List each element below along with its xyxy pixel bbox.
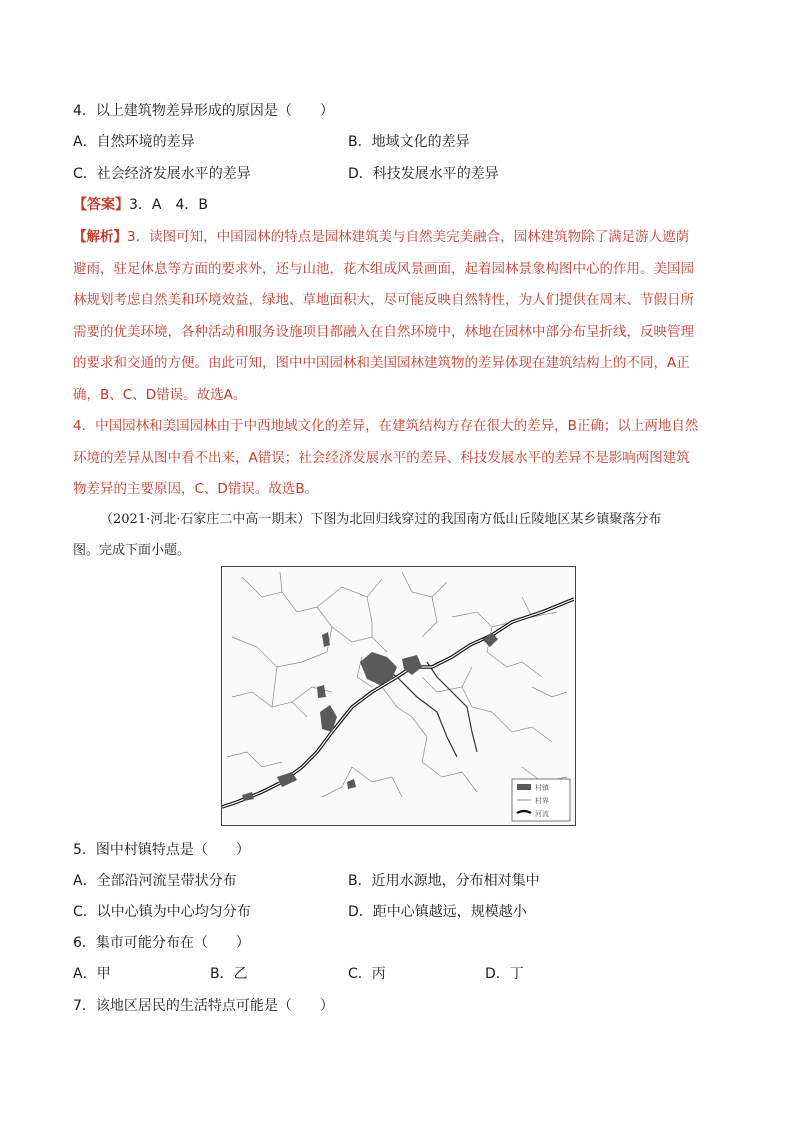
settlement-map (221, 566, 576, 826)
q6-option-a: A．甲 (73, 966, 111, 982)
analysis-line: 确，B、C、D错误。故选A。 (73, 386, 247, 403)
village-boundaries (227, 572, 567, 797)
analysis-line: 【解析】3．读图可知，中国园林的特点是园林建筑美与自然美完美融合，园林建筑物除了满足游人遮荫 (73, 229, 690, 245)
analysis-line: 的要求和交通的方便。由此可知，图中中国园林和美国园林建筑物的差异体现在建筑结构上的不同，A正 (73, 355, 690, 371)
analysis-line: 需要的优美环境，各种活动和服务设施项目都融入在自然环境中，林地在园林中部分布呈折线，反映管理 (73, 323, 694, 340)
main-river (222, 599, 574, 807)
q4-option-c: C．社会经济发展水平的差异 (73, 166, 251, 182)
analysis-q4 (73, 411, 723, 506)
analysis-line: 避雨，驻足休息等方面的要求外，还与山池，花木组成风景画面，起着园林景象构图中心的作用。美国园 (73, 260, 694, 277)
map-graphic (222, 567, 574, 824)
q6-option-b: B．乙 (210, 966, 248, 982)
analysis-line: 物差异的主要原因，C、D错误。故选B。 (73, 481, 319, 497)
analysis-line: 林规划考虑自然美和环境效益，绿地、草地面积大，尽可能反映自然特性，为人们提供在周末、节假日所 (73, 292, 694, 308)
legend-river: 河流 (535, 810, 549, 818)
q5-option-d: D．距中心镇越远，规模越小 (348, 904, 527, 920)
q6-option-c: C．丙 (348, 966, 386, 982)
intro-line: （2021·河北·石家庄二中高一期末）下图为北回归线穿过的我国南方低山丘陵地区某乡镇聚落分布 (100, 512, 662, 527)
q4-option-b: B．地域文化的差异 (348, 134, 470, 150)
intro-line: 图。完成下面小题。 (73, 543, 191, 558)
answer-label: 【答案】 (73, 197, 129, 213)
question-intro (73, 504, 720, 566)
analysis-line: 4．中国园林和美国园林由于中西地域文化的差异，在建筑结构方存在很大的差异，B正确；以上两地自然 (73, 418, 699, 434)
q5-option-c: C．以中心镇为中心均匀分布 (73, 904, 251, 920)
legend-town: 村镇 (535, 784, 549, 792)
analysis-label: 【解析】 (73, 229, 127, 245)
settlement-patches (242, 632, 498, 801)
map-legend (512, 779, 570, 821)
analysis-line: 环境的差异从图中看不出来，A错误；社会经济发展水平的差异、科技发展水平的差异不是影响两图建筑 (73, 449, 690, 466)
q4-option-a: A．自然环境的差异 (73, 134, 195, 150)
legend-boundary: 村界 (535, 797, 549, 805)
q6-option-d: D．丁 (485, 966, 524, 982)
analysis-q3 (73, 222, 723, 411)
q5-option-b: B．近用水源地，分布相对集中 (348, 873, 540, 889)
q4-stem: 4．以上建筑物差异形成的原因是（ ） (73, 103, 334, 119)
q6-stem: 6．集市可能分布在（ ） (73, 935, 250, 951)
answer-text: 3．A 4．B (129, 197, 208, 213)
q7-stem: 7．该地区居民的生活特点可能是（ ） (73, 998, 334, 1014)
answer-line (73, 195, 208, 215)
q5-stem: 5．图中村镇特点是（ ） (73, 842, 250, 858)
q4-option-d: D．科技发展水平的差异 (348, 166, 499, 182)
q5-option-a: A．全部沿河流呈带状分布 (73, 873, 237, 889)
